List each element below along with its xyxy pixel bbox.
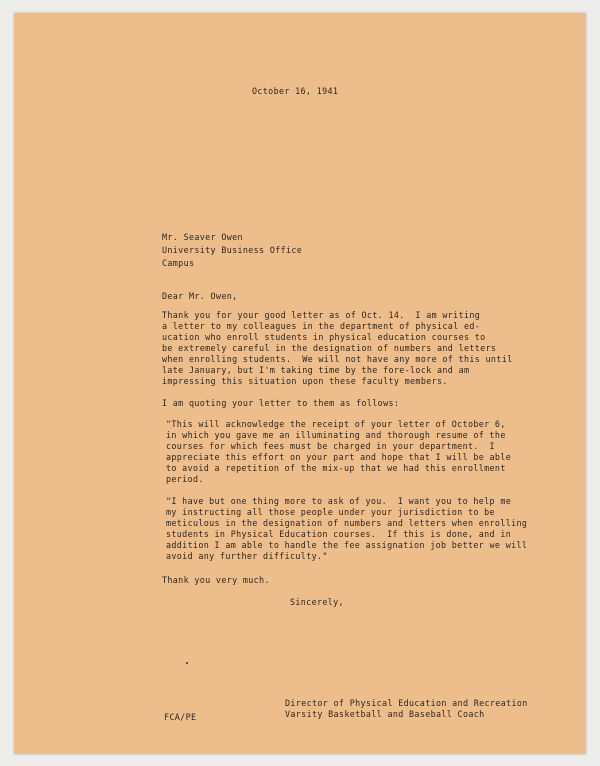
paper-speck	[186, 662, 188, 664]
quote-line: courses for which fees must be charged in your department. I	[166, 441, 495, 451]
paragraph-line: be extremely careful in the designation of numbers and letters	[162, 343, 497, 353]
paragraph-line: impressing this situation upon these faculty members.	[162, 376, 448, 386]
paragraph-line: late January, but I'm taking time by the fore-lock and am	[162, 365, 470, 375]
letter-date: October 16, 1941	[252, 86, 339, 96]
quote-line: my instructing all those people under your jurisdiction to be	[166, 507, 495, 517]
paragraph-line: a letter to my colleagues in the department of physical ed-	[162, 321, 481, 331]
recipient-location: Campus	[162, 258, 195, 268]
paragraph-line: when enrolling students. We will not have any more of this until	[162, 354, 513, 364]
paragraph-line: ucation who enroll students in physical education courses to	[162, 332, 486, 342]
quote-line: avoid any further difficulty."	[166, 551, 328, 561]
quote-line: appreciate this effort on your part and hope that I will be able	[166, 452, 512, 462]
quoting-intro: I am quoting your letter to them as follows:	[162, 398, 400, 408]
quote-line: period.	[166, 474, 204, 484]
paragraph-line: Thank you for your good letter as of Oct. 14. I am writing	[162, 310, 481, 320]
quote-line: "This will acknowledge the receipt of your letter of October 6,	[166, 419, 506, 429]
quote-line: addition I am able to handle the fee assignation job better we will	[166, 540, 528, 550]
signature-title: Director of Physical Education and Recreation	[285, 698, 528, 708]
recipient-office: University Business Office	[162, 245, 303, 255]
quote-line: in which you gave me an illuminating and thorough resume of the	[166, 430, 506, 440]
salutation: Dear Mr. Owen,	[162, 291, 238, 301]
quote-line: meticulous in the designation of numbers and letters when enrolling	[166, 518, 528, 528]
closing: Sincerely,	[290, 597, 344, 607]
quote-line: students in Physical Education courses. If this is done, and in	[166, 529, 512, 539]
quote-line: "I have but one thing more to ask of you. I want you to help me	[166, 496, 512, 506]
signature-subtitle: Varsity Basketball and Baseball Coach	[285, 709, 485, 719]
initials: FCA/PE	[164, 712, 197, 722]
quote-line: to avoid a repetition of the mix-up that we had this enrollment	[166, 463, 506, 473]
thanks-line: Thank you very much.	[162, 575, 270, 585]
recipient-name: Mr. Seaver Owen	[162, 232, 243, 242]
